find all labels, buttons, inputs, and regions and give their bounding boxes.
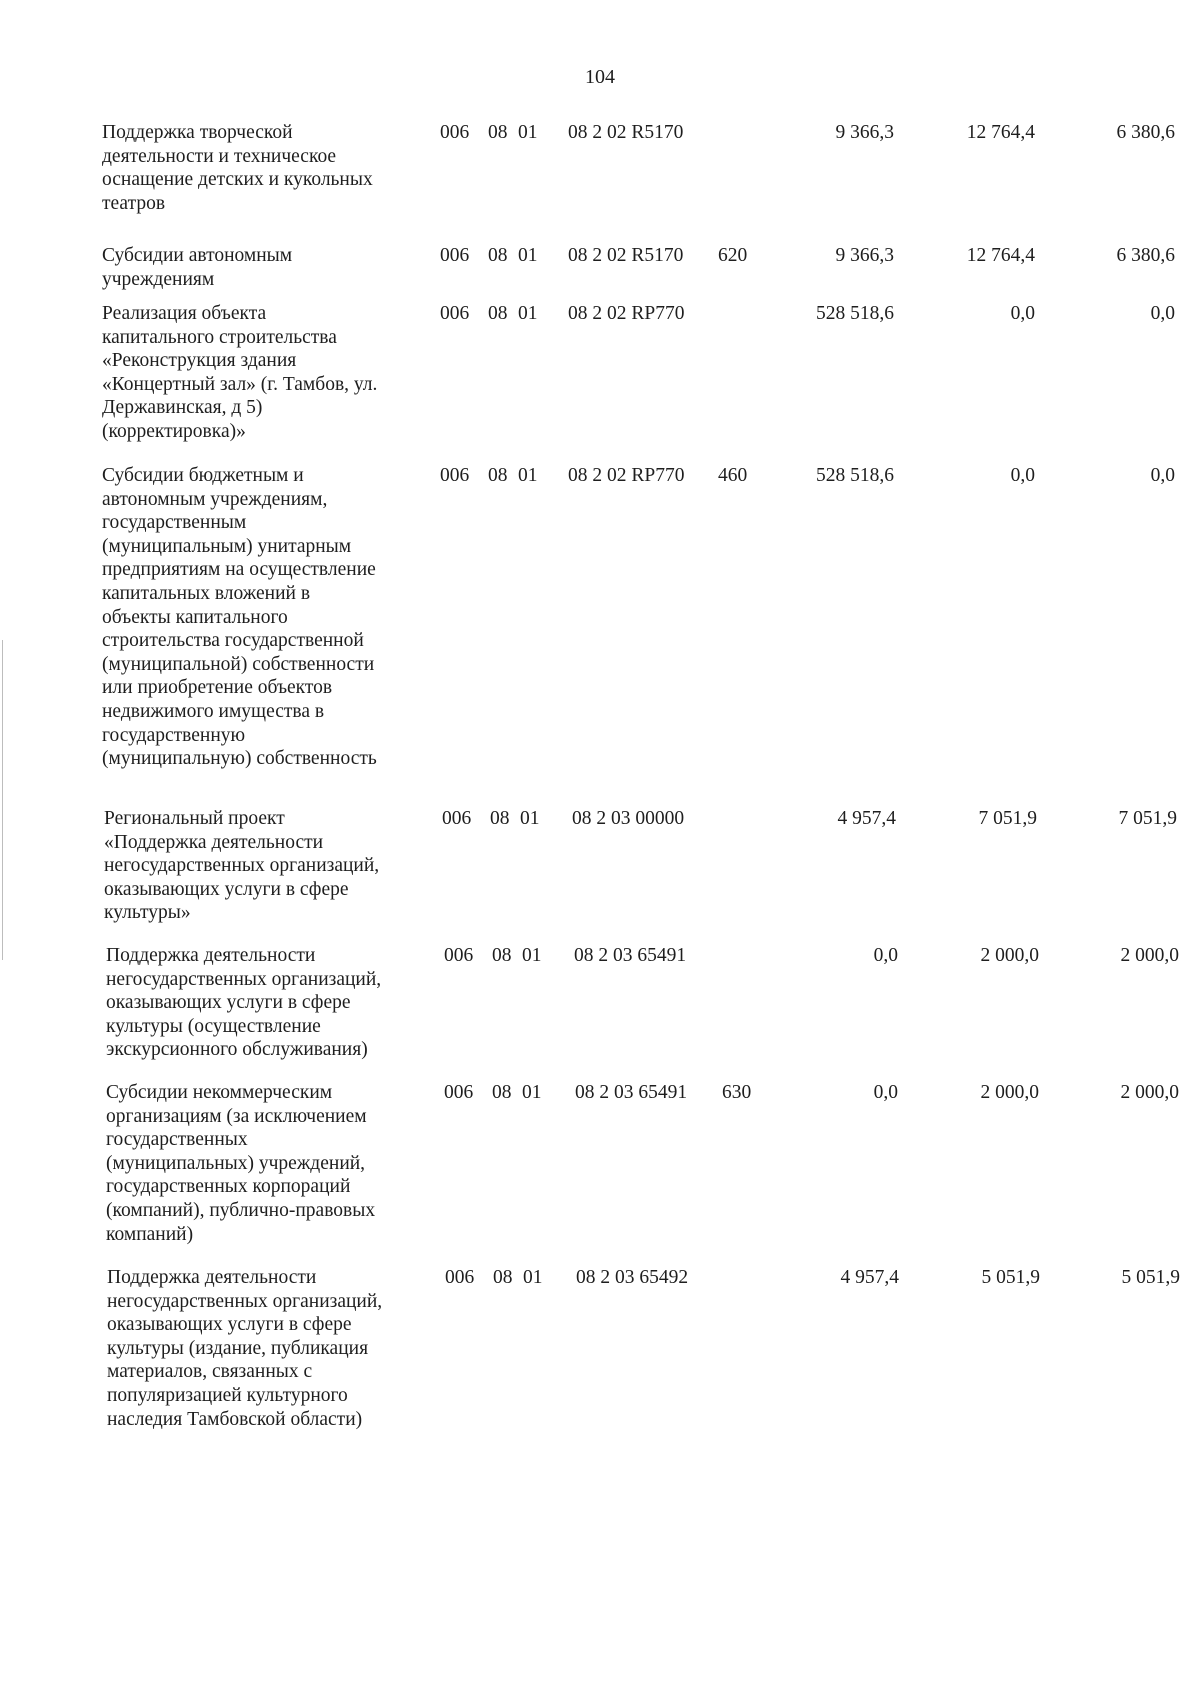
subsection-code: 01 — [518, 245, 538, 266]
ministry-code: 006 — [445, 1267, 475, 1288]
target-article-code: 08 2 02 RP770 — [568, 465, 685, 486]
sum-2: 5 051,9 — [981, 1267, 1040, 1288]
section-code: 08 — [488, 122, 508, 143]
sum-1: 0,0 — [873, 1082, 898, 1103]
sum-3: 6 380,6 — [1116, 122, 1175, 143]
section-code: 08 — [492, 1082, 512, 1103]
sum-2: 7 051,9 — [978, 808, 1037, 829]
subsection-code: 01 — [522, 945, 542, 966]
ministry-code: 006 — [440, 303, 470, 324]
section-code: 08 — [490, 808, 510, 829]
ministry-code: 006 — [442, 808, 472, 829]
sum-3: 5 051,9 — [1121, 1267, 1180, 1288]
row-name: Субсидии некоммерческим организациям (за исключением государственных (муниципальных) учреждений, государственных корпораций (компаний), публично-правовых компаний) — [106, 1082, 376, 1245]
subsection-code: 01 — [522, 1082, 542, 1103]
section-code: 08 — [488, 465, 508, 486]
sum-1: 528 518,6 — [816, 303, 894, 324]
sum-3: 7 051,9 — [1118, 808, 1177, 829]
section-code: 08 — [493, 1267, 513, 1288]
sum-3: 2 000,0 — [1120, 945, 1179, 966]
row-name: Субсидии бюджетным и автономным учреждениям, государственным (муниципальным) унитарным предприятиям на осуществление капитальных вложений в объекты капитального строительства государственной (муниципальной) собственности или приобретение объектов недвижимого имущества в государственную (муниципальную) собственность — [102, 465, 377, 770]
target-article-code: 08 2 02 R5170 — [568, 245, 684, 266]
row-name: Реализация объекта капитального строительства «Реконструкция здания «Концертный зал» (г. Тамбов, ул. Державинская, д 5) (корректировка)» — [102, 303, 378, 442]
subsection-code: 01 — [518, 465, 538, 486]
section-code: 08 — [488, 303, 508, 324]
sum-2: 2 000,0 — [980, 1082, 1039, 1103]
sum-2: 12 764,4 — [966, 122, 1035, 143]
subsection-code: 01 — [523, 1267, 543, 1288]
ministry-code: 006 — [444, 945, 474, 966]
target-article-code: 08 2 03 00000 — [572, 808, 685, 829]
subsection-code: 01 — [518, 122, 538, 143]
row-name: Поддержка творческой деятельности и техническое оснащение детских и кукольных театров — [102, 122, 373, 214]
sum-1: 528 518,6 — [816, 465, 894, 486]
target-article-code: 08 2 03 65492 — [576, 1267, 689, 1288]
target-article-code: 08 2 02 R5170 — [568, 122, 684, 143]
row-name: Поддержка деятельности негосударственных организаций, оказывающих услуги в сфере культуры (осуществление экскурсионного обслуживания) — [106, 945, 382, 1061]
target-article-code: 08 2 03 65491 — [574, 945, 687, 966]
ministry-code: 006 — [440, 465, 470, 486]
sum-1: 4 957,4 — [840, 1267, 899, 1288]
sum-2: 12 764,4 — [966, 245, 1035, 266]
sum-3: 6 380,6 — [1116, 245, 1175, 266]
subsection-code: 01 — [518, 303, 538, 324]
sum-3: 2 000,0 — [1120, 1082, 1179, 1103]
sum-3: 0,0 — [1150, 465, 1175, 486]
sum-1: 9 366,3 — [835, 245, 894, 266]
sum-2: 0,0 — [1010, 303, 1035, 324]
target-article-code: 08 2 03 65491 — [575, 1082, 688, 1103]
row-name: Региональный проект «Поддержка деятельности негосударственных организаций, оказывающих услуги в сфере культуры» — [104, 808, 380, 924]
sum-1: 4 957,4 — [837, 808, 896, 829]
sum-1: 0,0 — [873, 945, 898, 966]
expense-type-code: 620 — [718, 245, 748, 266]
sum-3: 0,0 — [1150, 303, 1175, 324]
section-code: 08 — [492, 945, 512, 966]
sum-2: 2 000,0 — [980, 945, 1039, 966]
sum-2: 0,0 — [1010, 465, 1035, 486]
expense-type-code: 630 — [722, 1082, 752, 1103]
row-name: Поддержка деятельности негосударственных организаций, оказывающих услуги в сфере культуры (издание, публикация материалов, связанных с популяризацией культурного наследия Тамбовской области) — [107, 1267, 383, 1430]
target-article-code: 08 2 02 RP770 — [568, 303, 685, 324]
page-number: 104 — [585, 66, 615, 88]
subsection-code: 01 — [520, 808, 540, 829]
expense-type-code: 460 — [718, 465, 748, 486]
ministry-code: 006 — [444, 1082, 474, 1103]
section-code: 08 — [488, 245, 508, 266]
ministry-code: 006 — [440, 122, 470, 143]
ministry-code: 006 — [440, 245, 470, 266]
row-name: Субсидии автономным учреждениям — [102, 245, 293, 290]
sum-1: 9 366,3 — [835, 122, 894, 143]
